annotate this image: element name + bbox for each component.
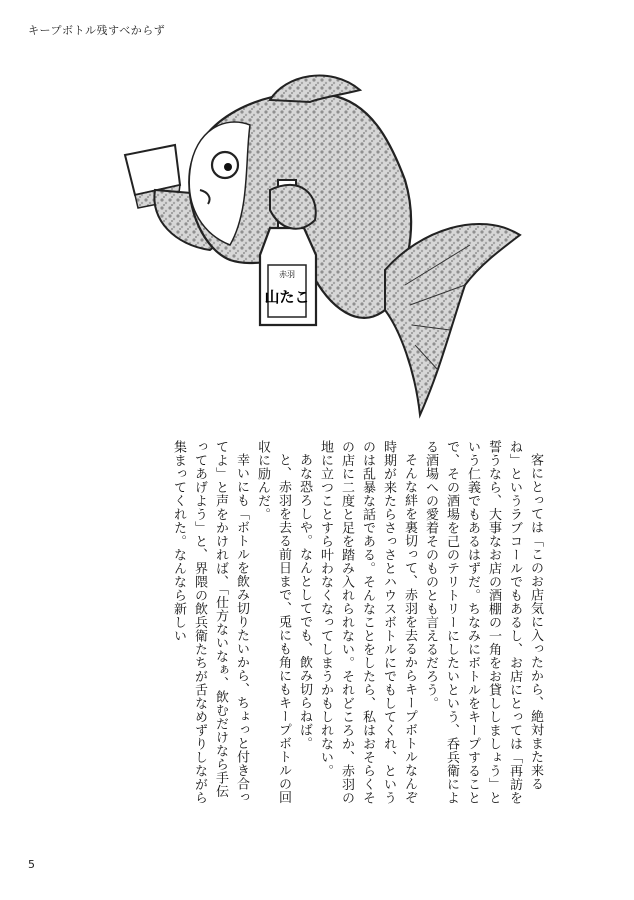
paragraph: あな恐ろしや。なんとしてでも、飲み切らねば。 [297, 453, 312, 750]
running-header: キープボトル残すべからず [28, 24, 166, 37]
goldfish-illustration [120, 70, 530, 430]
body-text [168, 440, 546, 810]
paragraph: 幸いにも「ボトルを飲み切りたいから、ちょっと付き合ってよ」と声をかければ、「仕方ないなぁ、飲むだけなら手伝ってあげよう」と、界隈の飲兵衛たちが舌なめずりしながら集まってくれた。なんなら新しい [171, 440, 249, 805]
bottle-label-main: 山たこ [264, 288, 310, 306]
paragraph: と、赤羽を去る前日まで、兎にも角にもキープボトルの回収に励んだ。 [255, 440, 291, 804]
paragraph: 客にとっては「このお店気に入ったから、絶対また来るね」というラブコールでもあるし、お店にとっては「再訪を誓うなら、大事なお店の酒棚の一角をお貸ししましょう」という仁義でもあるはずだ。ちなみにボトルをキープすることで、その酒場を己のテリトリーにしたいという、呑兵衛による酒場への愛着そのものとも言えるだろう。 [423, 440, 543, 805]
paragraph: そんな絆を裏切って、赤羽を去るからキープボトルなんぞ時期が来たらさっさとハウスボトルにでもしてくれ、というのは乱暴な話である。そんなことをしたら、私はおそらくその店に二度と足を踏み入れられない。それどころか、赤羽の地に立つことすら叶わなくなってしまうかもしれない。 [318, 440, 417, 805]
bottle-label-small: 赤羽 [279, 270, 295, 279]
page-number: 5 [28, 858, 35, 871]
